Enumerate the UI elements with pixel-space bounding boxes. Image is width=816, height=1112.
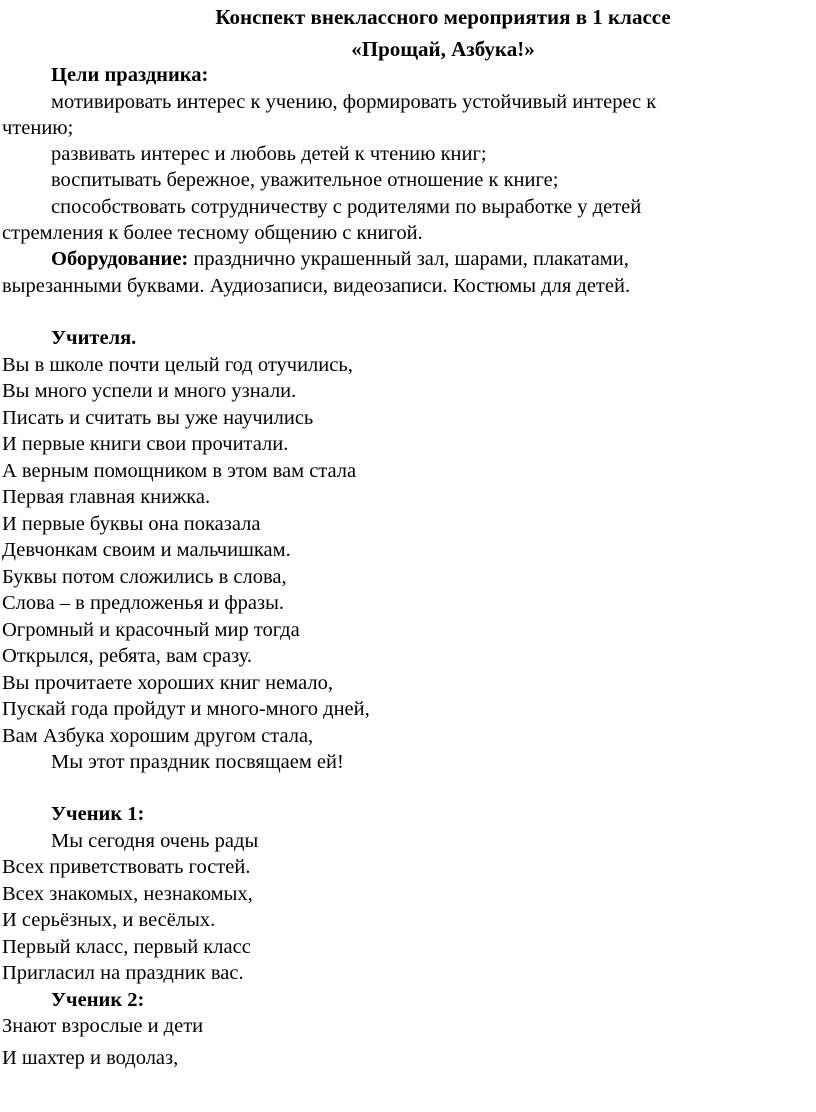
poem-line: И первые книги свои прочитали. (2, 433, 289, 455)
poem-line: Слова – в предложенья и фразы. (2, 592, 285, 614)
document-title-line-2: «Прощай, Азбука!» (351, 37, 535, 61)
equipment-text-continued: вырезанными буквами. Аудиозаписи, видеозаписи. Костюмы для детей. (2, 275, 631, 297)
goal-item: мотивировать интерес к учению, формировать устойчивый интерес к (51, 91, 657, 113)
goals-heading: Цели праздника: (51, 64, 209, 86)
student-2-heading: Ученик 2: (51, 989, 145, 1011)
poem-line: А верным помощником в этом вам стала (2, 460, 357, 482)
poem-line: Всех приветствовать гостей. (2, 856, 251, 878)
poem-line: И серьёзных, и весёлых. (2, 909, 216, 931)
poem-line: Открылся, ребята, вам сразу. (2, 645, 253, 667)
document-title-line-1: Конспект внеклассного мероприятия в 1 классе (215, 5, 671, 29)
poem-line: Писать и считать вы уже научились (2, 407, 314, 429)
goal-item: стремления к более тесному общению с книгой. (2, 222, 423, 244)
poem-line: И первые буквы она показала (2, 513, 261, 535)
poem-line: Вы в школе почти целый год отучились, (2, 354, 353, 376)
equipment-text: празднично украшенный зал, шарами, плакатами, (188, 248, 629, 270)
goal-item: воспитывать бережное, уважительное отношение к книге; (51, 169, 559, 191)
student-1-heading: Ученик 1: (51, 803, 145, 825)
poem-line: Пускай года пройдут и много-много дней, (2, 698, 370, 720)
poem-line: Вам Азбука хорошим другом стала, (2, 725, 314, 747)
poem-line: Всех знакомых, незнакомых, (2, 883, 253, 905)
poem-line: Первый класс, первый класс (2, 936, 251, 958)
goal-item: способствовать сотрудничеству с родителями по выработке у детей (51, 196, 642, 218)
equipment-paragraph (51, 246, 629, 272)
goal-item: чтению; (2, 117, 74, 139)
poem-line: Буквы потом сложились в слова, (2, 566, 287, 588)
poem-line: Огромный и красочный мир тогда (2, 619, 300, 641)
poem-line: Знают взрослые и дети (2, 1015, 204, 1037)
poem-line: Пригласил на праздник вас. (2, 962, 244, 984)
poem-line: Первая главная книжка. (2, 486, 211, 508)
equipment-heading: Оборудование: (51, 248, 189, 270)
teacher-heading: Учителя. (51, 327, 137, 349)
poem-line: Вы много успели и много узнали. (2, 380, 297, 402)
poem-line: Мы сегодня очень рады (51, 830, 259, 852)
goal-item: развивать интерес и любовь детей к чтению книг; (51, 143, 487, 165)
poem-line: Вы прочитаете хороших книг немало, (2, 672, 333, 694)
poem-line: И шахтер и водолаз, (2, 1047, 179, 1069)
poem-line: Девчонкам своим и мальчишкам. (2, 539, 291, 561)
poem-line: Мы этот праздник посвящаем ей! (51, 751, 344, 773)
